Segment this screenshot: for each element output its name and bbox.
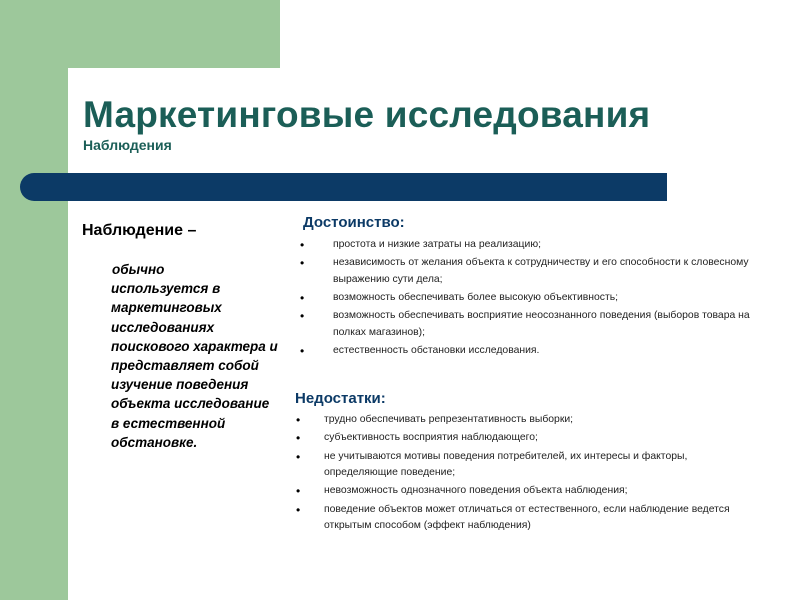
advantage-item: • простота и низкие затраты на реализацию; [300,238,541,252]
observation-heading: Наблюдение – [82,222,197,239]
advantages-list [300,237,750,361]
disadvantage-item: • невозможность однозначного поведения объекта наблюдения; [296,484,628,499]
slide-title: Маркетинговые исследования [83,94,651,135]
advantage-item: • независимость от желания объекта к сотрудничеству и его способности к словесному выражению сути дела; [300,256,749,285]
disadvantages-list [296,412,746,536]
bullet-icon: • [296,413,301,427]
slide-subtitle: Наблюдения [83,137,172,153]
bullet-icon: • [300,290,305,305]
bullet-icon: • [300,238,305,252]
bullet-icon: • [296,502,301,517]
bullet-icon: • [296,484,301,499]
bullet-icon: • [300,309,305,324]
observation-definition-first-line: обычно [112,262,165,277]
decorative-green-left [0,0,68,600]
bullet-icon: • [300,343,305,358]
disadvantage-item: • субъективность восприятия наблюдающего; [296,431,538,446]
disadvantages-heading: Недостатки: [295,390,386,407]
advantages-heading: Достоинство: [303,214,405,231]
bullet-icon: • [296,449,301,464]
bullet-icon: • [296,431,301,446]
disadvantage-item: • поведение объектов может отличаться от естественного, если наблюдение ведется открытым способом (эффект наблюдения) [296,502,730,531]
observation-definition-text: используется в маркетинговых исследованиях поискового характера и представляет собой изучение поведения объекта исследование в естественной обстановке. [111,281,278,450]
advantage-item: • возможность обеспечивать более высокую объективность; [300,290,619,305]
disadvantage-item: • трудно обеспечивать репрезентативность выборки; [296,413,574,427]
advantage-item: • естественность обстановки исследования. [300,343,540,358]
bullet-icon: • [300,256,305,271]
advantage-item: • возможность обеспечивать восприятие неосознанного поведения (выборов товара на полках магазинов); [300,309,750,338]
observation-definition [111,260,281,452]
disadvantage-item: • не учитываются мотивы поведения потребителей, их интересы и факторы, определяющие поведение; [296,449,688,478]
title-divider-bar [20,173,667,201]
